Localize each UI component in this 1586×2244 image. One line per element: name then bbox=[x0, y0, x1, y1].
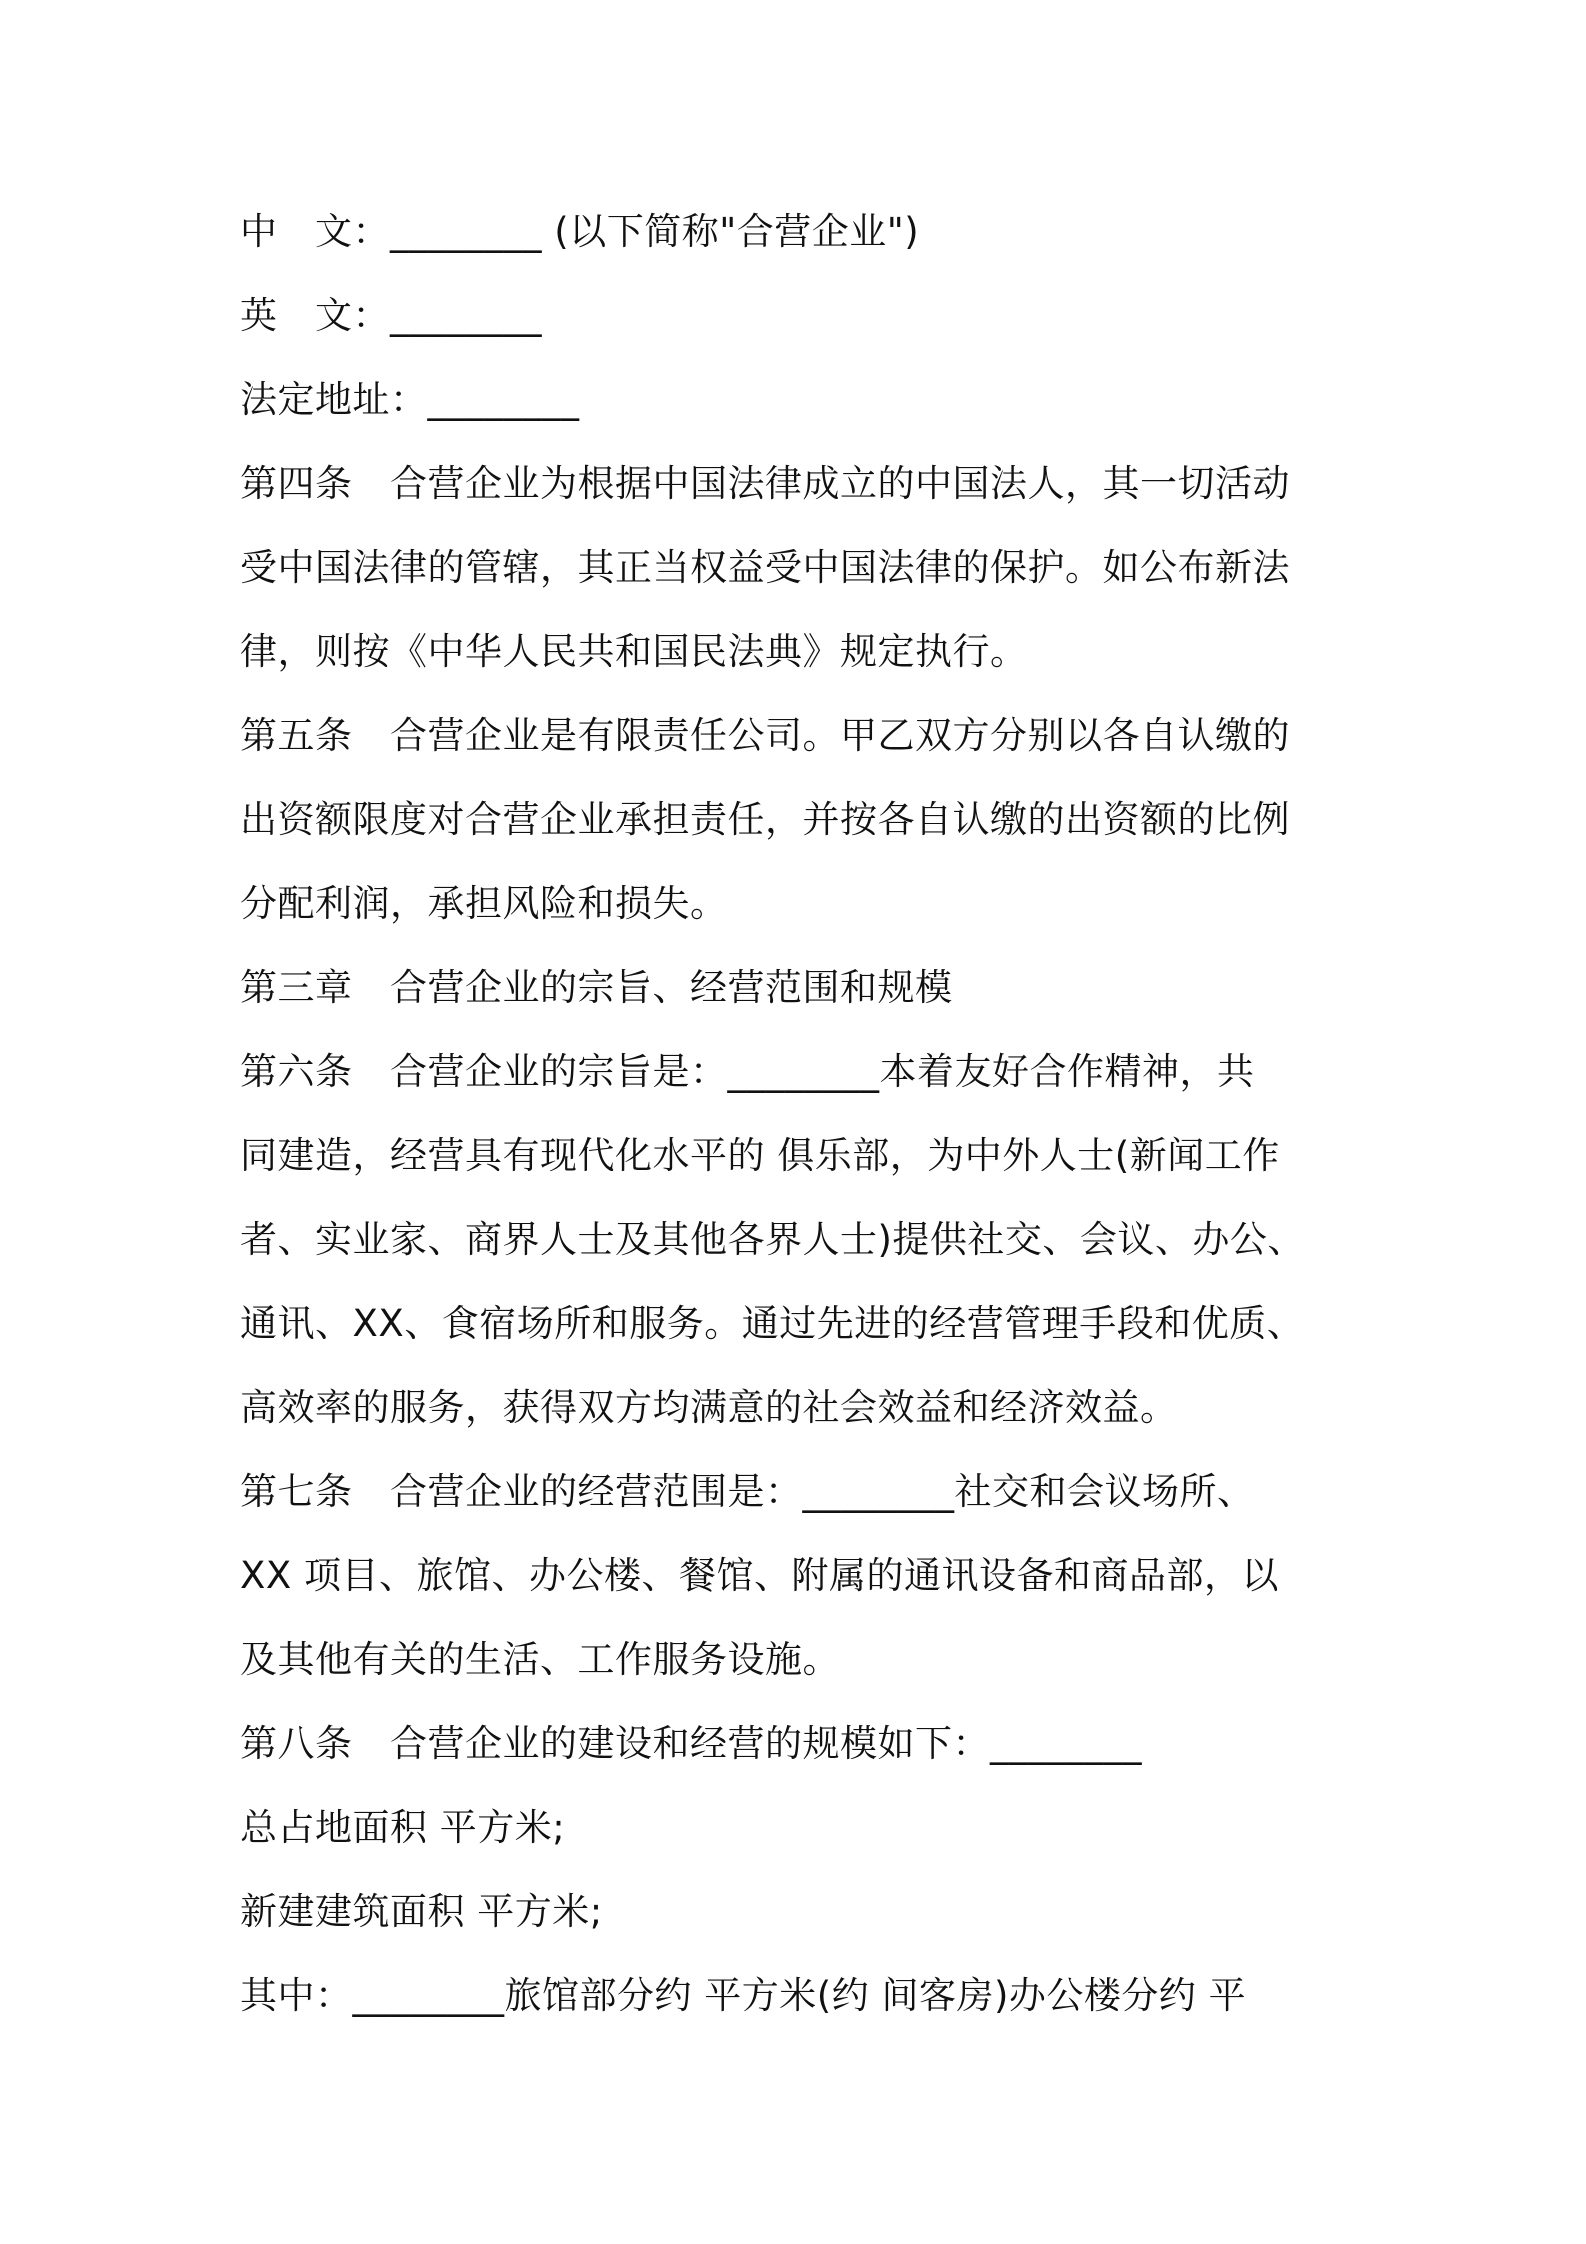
breakdown-line: 其中：________旅馆部分约 平方米(约 间客房)办公楼分约 平 bbox=[240, 1974, 1247, 2017]
article-6-line-4: 通讯、XX、食宿场所和服务。通过先进的经营管理手段和优质、 bbox=[240, 1302, 1305, 1345]
document-page bbox=[240, 190, 1360, 2038]
article-6-line-1: 第六条 合营企业的宗旨是：________本着友好合作精神，共 bbox=[240, 1050, 1255, 1093]
total-area-line: 总占地面积 平方米; bbox=[240, 1806, 566, 1849]
article-6-line-3: 者、实业家、商界人士及其他各界人士)提供社交、会议、办公、 bbox=[240, 1218, 1305, 1261]
english-name-line: 英 文：________ bbox=[240, 294, 542, 337]
article-7-line-2: XX 项目、旅馆、办公楼、餐馆、附属的通讯设备和商品部，以 bbox=[240, 1554, 1279, 1597]
new-building-area-line: 新建建筑面积 平方米; bbox=[240, 1890, 603, 1933]
article-4-line-2: 受中国法律的管辖，其正当权益受中国法律的保护。如公布新法 bbox=[240, 546, 1290, 589]
article-4-line-3: 律，则按《中华人民共和国民法典》规定执行。 bbox=[240, 630, 1028, 673]
article-6-line-5: 高效率的服务，获得双方均满意的社会效益和经济效益。 bbox=[240, 1386, 1178, 1429]
chinese-name-line: 中 文：________ (以下简称"合营企业") bbox=[240, 210, 920, 253]
article-8-line-1: 第八条 合营企业的建设和经营的规模如下：________ bbox=[240, 1722, 1142, 1765]
article-6-line-2: 同建造，经营具有现代化水平的 俱乐部，为中外人士(新闻工作 bbox=[240, 1134, 1280, 1177]
legal-address-line: 法定地址：________ bbox=[240, 378, 580, 421]
chapter-3-heading: 第三章 合营企业的宗旨、经营范围和规模 bbox=[240, 966, 953, 1009]
article-7-line-1: 第七条 合营企业的经营范围是：________社交和会议场所、 bbox=[240, 1470, 1255, 1513]
article-4-line-1: 第四条 合营企业为根据中国法律成立的中国法人，其一切活动 bbox=[240, 462, 1290, 505]
article-5-line-1: 第五条 合营企业是有限责任公司。甲乙双方分别以各自认缴的 bbox=[240, 714, 1290, 757]
article-7-line-3: 及其他有关的生活、工作服务设施。 bbox=[240, 1638, 840, 1681]
article-5-line-2: 出资额限度对合营企业承担责任，并按各自认缴的出资额的比例 bbox=[240, 798, 1290, 841]
article-5-line-3: 分配利润，承担风险和损失。 bbox=[240, 882, 728, 925]
